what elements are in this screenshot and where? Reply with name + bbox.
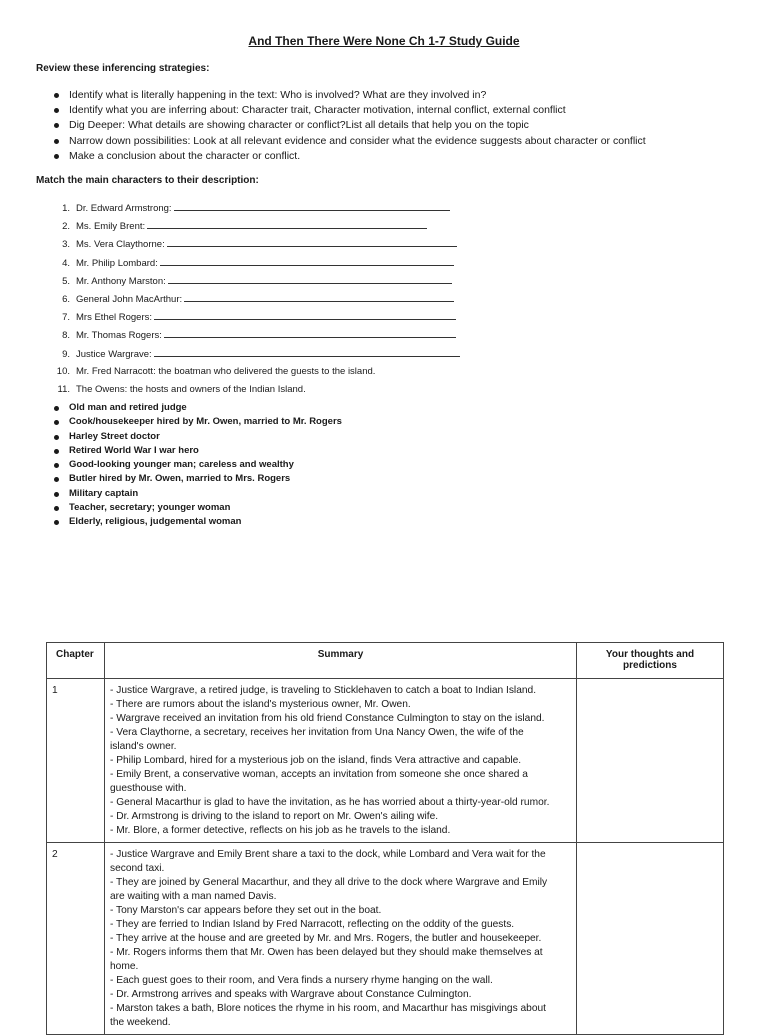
table-row — [47, 843, 724, 1035]
descriptions-list — [36, 401, 342, 530]
strategy-item: Dig Deeper: What details are showing character or conflict?List all details that help you on the topic — [36, 118, 736, 133]
summary-line: - They arrive at the house and are greeted by Mr. and Mrs. Rogers, the butler and housekeeper. — [110, 933, 542, 944]
thoughts-cell[interactable] — [577, 679, 724, 843]
description-item: Cook/housekeeper hired by Mr. Owen, married to Mr. Rogers — [36, 415, 342, 429]
character-item: 7 . Mrs Ethel Rogers: — [36, 308, 536, 326]
strategy-item: Identify what you are inferring about: Character trait, Character motivation, internal conflict, external conflict — [36, 103, 736, 118]
character-item: 9 . Justice Wargrave: — [36, 345, 536, 363]
character-label: Mr. Anthony Marston: — [76, 275, 166, 287]
strategy-item: Identify what is literally happening in the text: Who is involved? What are they involved in? — [36, 88, 736, 103]
answer-blank[interactable] — [164, 326, 456, 338]
summary-line: are waiting with a man named Davis. — [110, 891, 277, 902]
character-label: The Owens: the hosts and owners of the Indian Island. — [76, 383, 306, 395]
summary-line: - They are ferried to Indian Island by Fred Narracott, reflecting on the oddity of the guests. — [110, 919, 515, 930]
summary-line: - Dr. Armstrong is driving to the island to report on Mr. Owen's ailing wife. — [110, 811, 439, 822]
character-label: Mrs Ethel Rogers: — [76, 312, 153, 324]
character-label: Mr. Thomas Rogers: — [76, 330, 162, 342]
description-item: Good-looking younger man; careless and wealthy — [36, 458, 342, 472]
character-item: 6 . General John MacArthur: — [36, 290, 536, 308]
thoughts-column-header: Your thoughts and predictions — [577, 643, 724, 679]
character-label: Dr. Edward Armstrong: — [76, 203, 172, 214]
chapter-summary — [105, 679, 577, 843]
character-item: 8 . Mr. Thomas Rogers: — [36, 326, 536, 344]
description-item: Elderly, religious, judgemental woman — [36, 515, 342, 529]
summary-line: second taxi. — [110, 863, 165, 874]
summary-line: - Mr. Rogers informs them that Mr. Owen has been delayed but they should make themselves at — [110, 947, 543, 958]
summary-line: - Dr. Armstrong arrives and speaks with Wargrave about Constance Culmington. — [110, 989, 472, 1000]
description-item: Harley Street doctor — [36, 430, 342, 444]
chapter-summary — [105, 843, 577, 1035]
description-item: Retired World War I war hero — [36, 444, 342, 458]
character-item: 4 . Mr. Philip Lombard: — [36, 254, 536, 272]
answer-blank[interactable] — [174, 199, 450, 211]
character-item: 2 . Ms. Emily Brent: — [36, 217, 536, 235]
summary-line: - Mr. Blore, a former detective, reflects on his job as he travels to the island. — [110, 825, 451, 836]
answer-blank[interactable] — [167, 235, 457, 247]
answer-blank[interactable] — [154, 345, 460, 357]
character-item: 1 . Dr. Edward Armstrong: — [36, 199, 536, 217]
answer-blank[interactable] — [154, 308, 456, 320]
page-title: And Then There Were None Ch 1-7 Study Guide — [248, 34, 520, 48]
summary-line: - Justice Wargrave, a retired judge, is traveling to Sticklehaven to catch a boat to Indian Island. — [110, 685, 537, 696]
character-item: 5 . Mr. Anthony Marston: — [36, 272, 536, 290]
summary-line: - Wargrave received an invitation from his old friend Constance Culmington to stay on the island. — [110, 713, 545, 724]
answer-blank[interactable] — [147, 217, 427, 229]
character-label: Mr. Fred Narracott: the boatman who delivered the guests to the island. — [76, 365, 376, 377]
summary-line: - Emily Brent, a conservative woman, accepts an invitation from someone she once shared a — [110, 769, 528, 780]
table-header-row — [47, 643, 724, 679]
summary-line: - Vera Claythorne, a secretary, receives her invitation from Una Nancy Owen, the wife of the — [110, 727, 524, 738]
summary-line: the weekend. — [110, 1017, 171, 1028]
answer-blank[interactable] — [160, 254, 454, 266]
summary-line: - Philip Lombard, hired for a mysterious job on the island, finds Vera attractive and capable. — [110, 755, 522, 766]
character-item: 10 . Mr. Fred Narracott: the boatman who delivered the guests to the island. — [36, 363, 536, 381]
table-row — [47, 679, 724, 843]
summary-column-header: Summary — [105, 643, 577, 679]
description-item: Military captain — [36, 487, 342, 501]
match-heading: Match the main characters to their description: — [36, 175, 259, 186]
characters-list — [36, 199, 536, 399]
summary-line: - General Macarthur is glad to have the invitation, as he has worried about a thirty-year-old rumor. — [110, 797, 550, 808]
summary-line: - They are joined by General Macarthur, and they all drive to the dock where Wargrave and Emily — [110, 877, 548, 888]
character-label: Mr. Philip Lombard: — [76, 257, 158, 269]
summary-line: guesthouse with. — [110, 783, 187, 794]
character-item: 3 . Ms. Vera Claythorne: — [36, 235, 536, 253]
answer-blank[interactable] — [184, 290, 454, 302]
summary-line: island's owner. — [110, 741, 177, 752]
character-item: 11 . The Owens: the hosts and owners of the Indian Island. — [36, 381, 536, 399]
chapter-number: 1 — [47, 679, 105, 843]
answer-blank[interactable] — [168, 272, 452, 284]
character-label: General John MacArthur: — [76, 293, 183, 305]
summary-line: - Each guest goes to their room, and Vera finds a nursery rhyme hanging on the wall. — [110, 975, 493, 986]
summary-line: - Tony Marston's car appears before they set out in the boat. — [110, 905, 382, 916]
strategy-item: Make a conclusion about the character or conflict. — [36, 149, 736, 164]
chapter-number: 2 — [47, 843, 105, 1035]
summary-line: - Justice Wargrave and Emily Brent share a taxi to the dock, while Lombard and Vera wait for the — [110, 849, 546, 860]
summary-line: - Marston takes a bath, Blore notices the rhyme in his room, and Macarthur has misgivings about — [110, 1003, 547, 1014]
character-label: Justice Wargrave: — [76, 348, 152, 360]
strategy-item: Narrow down possibilities: Look at all relevant evidence and consider what the evidence suggests about character or conflict — [36, 134, 736, 149]
chapter-summary-table — [46, 642, 724, 1035]
summary-line: - There are rumors about the island's mysterious owner, Mr. Owen. — [110, 699, 411, 710]
description-item: Old man and retired judge — [36, 401, 342, 415]
summary-line: home. — [110, 961, 139, 972]
character-label: Ms. Vera Claythorne: — [76, 239, 165, 251]
description-item: Teacher, secretary; younger woman — [36, 501, 342, 515]
chapter-column-header: Chapter — [47, 643, 105, 679]
strategies-list — [36, 88, 736, 164]
description-item: Butler hired by Mr. Owen, married to Mrs. Rogers — [36, 472, 342, 486]
character-label: Ms. Emily Brent: — [76, 221, 146, 233]
strategies-heading: Review these inferencing strategies: — [36, 63, 210, 74]
thoughts-cell[interactable] — [577, 843, 724, 1035]
